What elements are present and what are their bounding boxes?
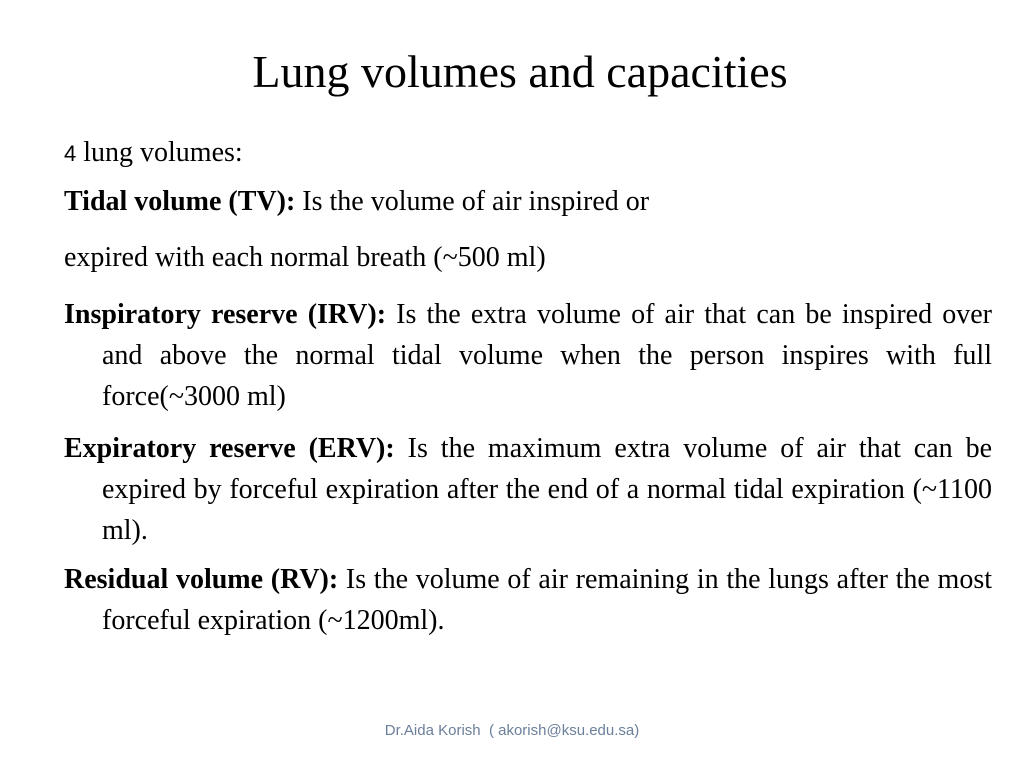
intro-label: lung volumes: (83, 137, 243, 168)
volume-count: 4 (64, 141, 77, 166)
slide-title: Lung volumes and capacities (252, 46, 788, 97)
residual-volume-item (64, 559, 992, 641)
expiratory-reserve-description: Is the maximum extra volume of air that can be expired by forceful expiration after the end of a normal tidal expiration (~1100 ml). (102, 433, 993, 546)
tidal-volume-description-line2: expired with each normal breath (~500 ml) (64, 242, 546, 273)
inspiratory-reserve-description: Is the extra volume of air that can be inspired over and above the normal tidal volume when the person inspires with full force(~3000 ml) (102, 299, 992, 412)
expiratory-reserve-item (64, 428, 992, 551)
expiratory-reserve-term: Expiratory reserve (ERV): (64, 433, 395, 464)
inspiratory-reserve-term: Inspiratory reserve (IRV): (64, 299, 387, 330)
intro-line (64, 133, 243, 174)
footer-author: Dr.Aida Korish ( akorish@ksu.edu.sa) (384, 722, 640, 739)
tidal-volume-term: Tidal volume (TV): (64, 186, 296, 217)
inspiratory-reserve-item (64, 294, 992, 417)
residual-volume-term: Residual volume (RV): (64, 564, 339, 595)
tidal-volume-description-line1: Is the volume of air inspired or (302, 186, 650, 217)
residual-volume-description: Is the volume of air remaining in the lungs after the most forceful expiration (~1200ml). (102, 564, 992, 636)
tidal-volume-item (64, 182, 649, 222)
